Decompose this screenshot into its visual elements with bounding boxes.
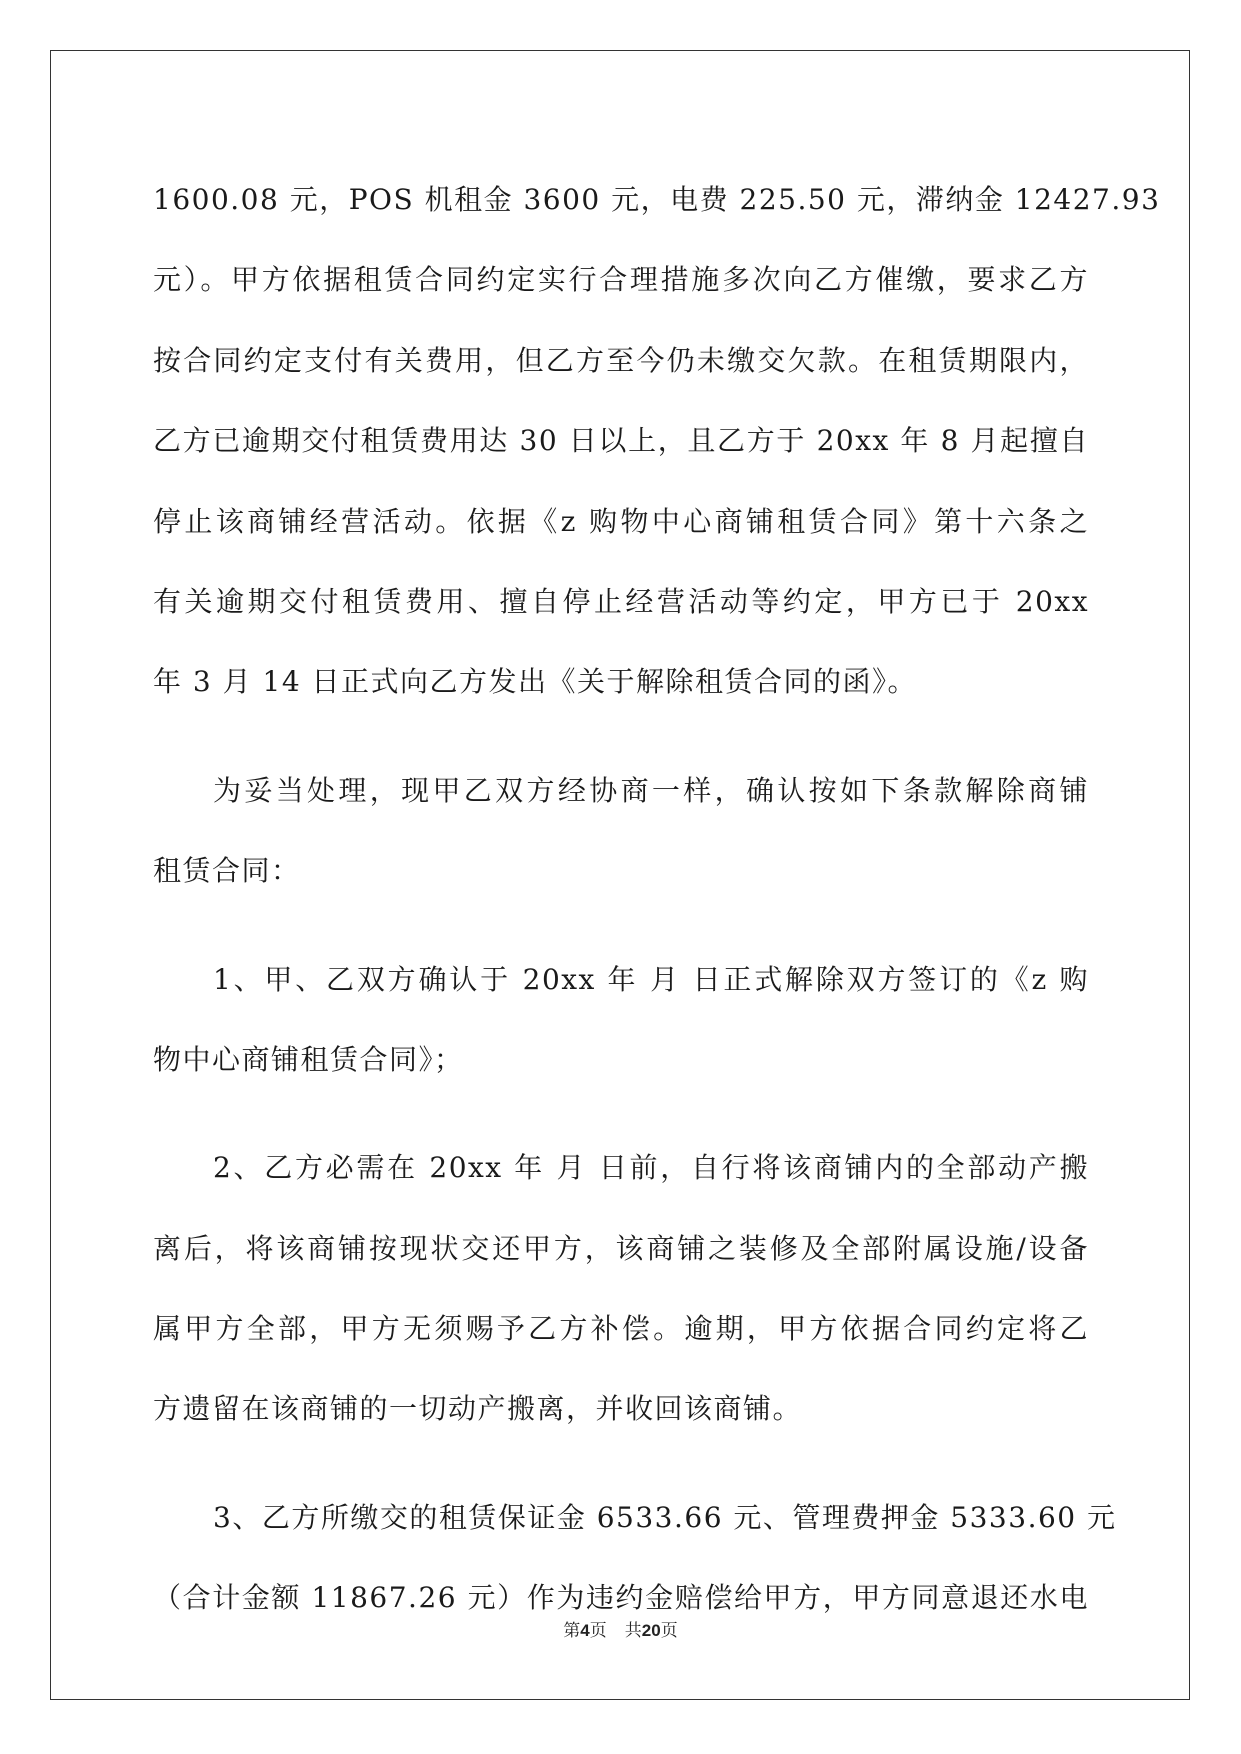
- paragraph-1: [153, 160, 1161, 723]
- text-line: 物中心商铺租赁合同》；: [153, 1042, 464, 1076]
- paragraph-5: [153, 1478, 1117, 1639]
- text-line: 乙方已逾期交付租赁费用达 30 日以上，且乙方于 20xx 年 8 月起擅自: [153, 424, 1089, 458]
- text-line: 元）。甲方依据租赁合同约定实行合理措施多次向乙方催缴，要求乙方: [153, 263, 1089, 297]
- total-suffix: 页: [660, 1621, 678, 1641]
- text-line: 为妥当处理，现甲乙双方经协商一样，确认按如下条款解除商铺: [213, 773, 1089, 807]
- text-line: 租赁合同：: [153, 854, 301, 888]
- text-line: 方遗留在该商铺的一切动产搬离，并收回该商铺。: [153, 1392, 803, 1426]
- text-line: 停止该商铺经营活动。依据《z 购物中心商铺租赁合同》第十六条之: [153, 504, 1089, 538]
- text-line: 属甲方全部，甲方无须赐予乙方补偿。逾期，甲方依据合同约定将乙: [153, 1312, 1089, 1346]
- text-line: 2、乙方必需在 20xx 年 月 日前，自行将该商铺内的全部动产搬: [213, 1151, 1089, 1185]
- page-prefix: 第: [563, 1621, 581, 1641]
- total-pages: 20: [641, 1621, 661, 1640]
- page-suffix: 页: [589, 1621, 607, 1641]
- paragraph-4: [153, 1128, 1089, 1450]
- document-body: [153, 160, 1161, 1639]
- text-line: 有关逾期交付租赁费用、擅自停止经营活动等约定，甲方已于 20xx: [153, 584, 1089, 618]
- total-prefix: 共: [624, 1621, 642, 1641]
- page-number: 4: [580, 1621, 590, 1640]
- text-line: （合计金额 11867.26 元）作为违约金赔偿给甲方，甲方同意退还水电: [153, 1581, 1089, 1615]
- text-line: 年 3 月 14 日正式向乙方发出《关于解除租赁合同的函》。: [153, 665, 918, 699]
- text-line: 3、乙方所缴交的租赁保证金 6533.66 元、管理费押金 5333.60 元: [213, 1500, 1117, 1534]
- text-line: 按合同约定支付有关费用，但乙方至今仍未缴交欠款。在租赁期限内，: [153, 343, 1089, 377]
- text-line: 离后，将该商铺按现状交还甲方，该商铺之装修及全部附属设施/设备: [153, 1231, 1089, 1265]
- text-line: 1600.08 元，POS 机租金 3600 元，电费 225.50 元，滞纳金 12427.93: [153, 183, 1161, 216]
- paragraph-3: [153, 940, 1089, 1101]
- page-footer: [0, 1616, 1241, 1641]
- text-line: 1、甲、乙双方确认于 20xx 年 月 日正式解除双方签订的《z 购: [213, 962, 1089, 996]
- paragraph-2: [153, 751, 1089, 912]
